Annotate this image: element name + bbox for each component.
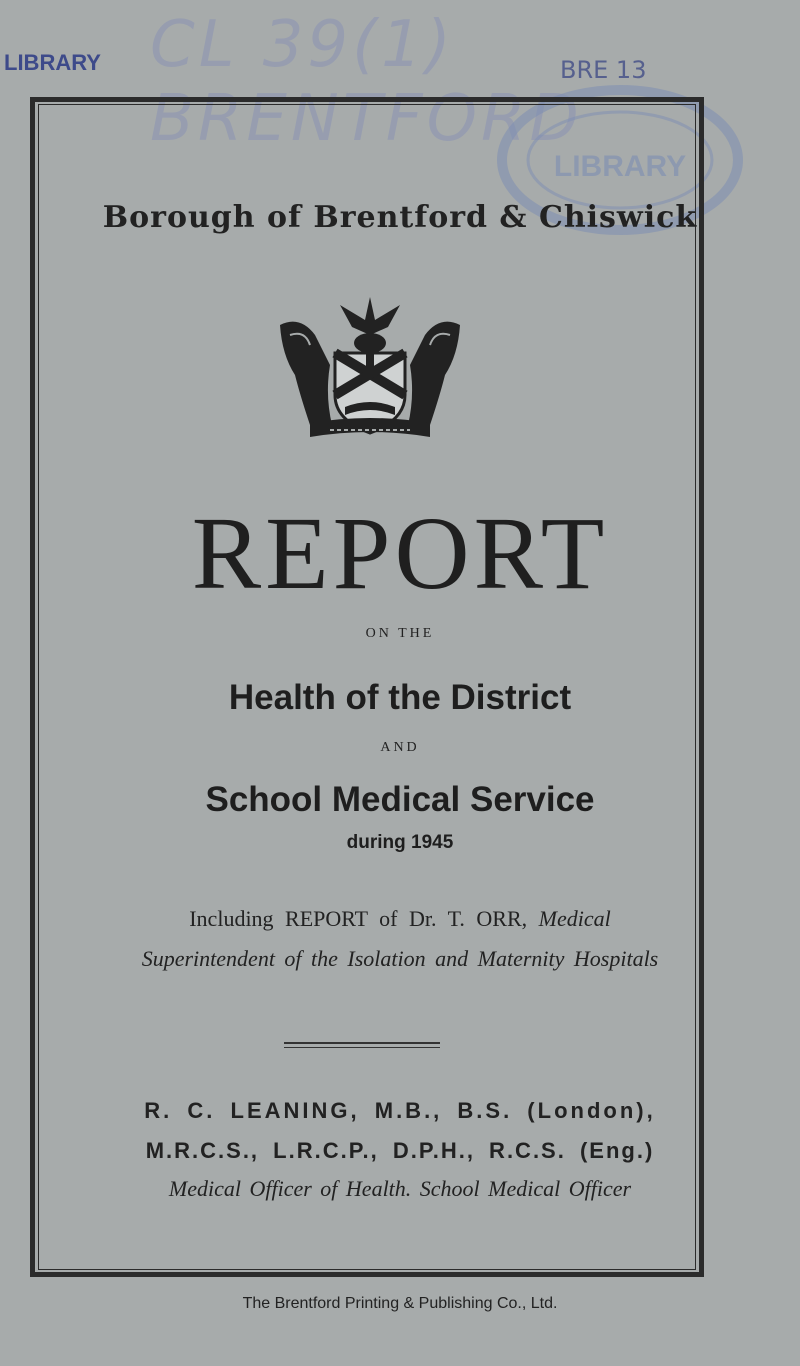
on-the-label: ON THE xyxy=(365,626,435,641)
report-title: REPORT xyxy=(191,496,609,611)
school-heading: School Medical Service xyxy=(205,780,595,819)
handwritten-reference: CL 39(1) BRENTFORD xyxy=(150,8,583,156)
library-stamp: LIBRARY xyxy=(4,50,101,75)
health-heading: Health of the District xyxy=(228,678,572,717)
borough-title: Borough of Brentford & Chiswick xyxy=(102,200,698,235)
divider-rule xyxy=(284,1042,440,1044)
and-label: AND xyxy=(380,740,420,755)
including-line xyxy=(0,906,800,932)
author-role: Medical Officer of Health. School Medical Officer xyxy=(168,1176,632,1201)
year-line: during 1945 xyxy=(346,832,454,853)
including-prefix: Including REPORT of Dr. T. ORR, xyxy=(189,906,528,931)
svg-text:LIBRARY: LIBRARY xyxy=(553,150,687,183)
author-degrees: M.R.C.S., L.R.C.P., D.P.H., R.C.S. (Eng.) xyxy=(145,1138,655,1163)
coat-of-arms-icon xyxy=(270,285,470,445)
superintendent-line: Superintendent of the Isolation and Maternity Hospitals xyxy=(141,946,659,971)
divider-rule xyxy=(284,1047,440,1048)
author-name: R. C. LEANING, M.B., B.S. (London), xyxy=(144,1098,656,1123)
including-italic: Medical xyxy=(538,906,611,931)
handwritten-code: BRE 13 xyxy=(560,56,647,84)
printer-line: The Brentford Printing & Publishing Co., Ltd. xyxy=(242,1295,558,1312)
